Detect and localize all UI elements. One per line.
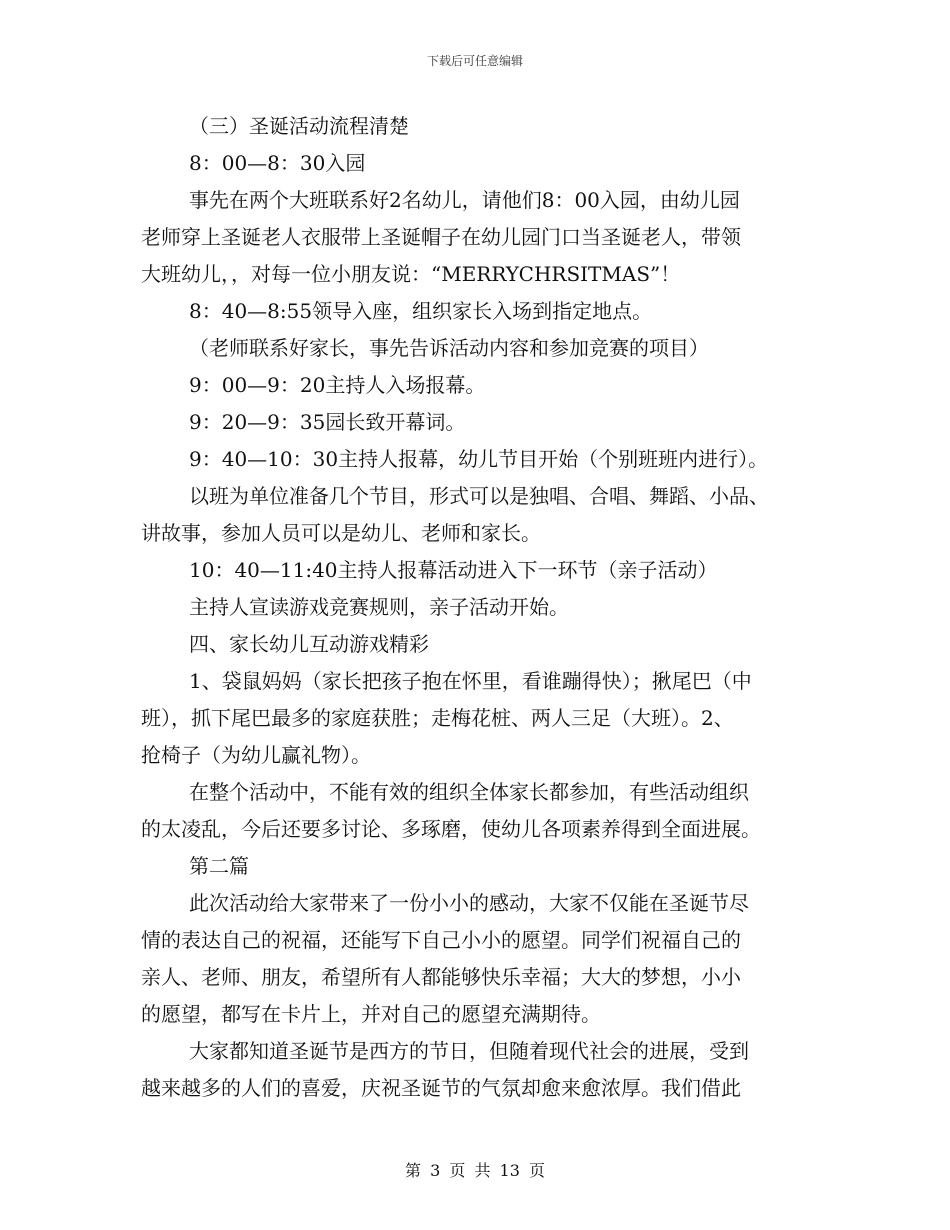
text-line: 在整个活动中，不能有效的组织全体家长都参加，有些活动组织 (189, 780, 749, 804)
text-line: 老师穿上圣诞老人衣服带上圣诞帽子在幼儿园门口当圣诞老人，带领 (141, 225, 741, 249)
header-note: 下载后可任意编辑 (426, 54, 523, 68)
text-line: 的愿望，都写在卡片上，并对自己的愿望充满期待。 (141, 1002, 601, 1026)
text-line: 情的表达自己的祝福，还能写下自己小小的愿望。同学们祝福自己的 (141, 928, 741, 952)
text-line: （老师联系好家长，事先告诉活动内容和参加竞赛的项目） (189, 336, 709, 360)
text-line: 8：00—8：30入园 (189, 151, 366, 175)
text-line: 以班为单位准备几个节目，形式可以是独唱、合唱、舞蹈、小品、 (189, 484, 769, 508)
text-line: 9：00—9：20主持人入场报幕。 (189, 373, 486, 397)
text-line: 8：40—8:55领导入座，组织家长入场到指定地点。 (189, 299, 653, 323)
text-line: 抢椅子（为幼儿赢礼物）。 (141, 743, 371, 767)
text-line: 大班幼儿，，对每一位小朋友说：“MERRYCHRSITMAS”！ (141, 262, 681, 286)
text-line: 主持人宣读游戏竞赛规则，亲子活动开始。 (189, 595, 569, 619)
text-line: 9：20—9：35园长致开幕词。 (189, 410, 466, 434)
text-line: 9：40—10：30主持人报幕，幼儿节目开始（个别班班内进行）。 (189, 447, 769, 471)
text-line: 第二篇 (189, 854, 249, 878)
text-line: 四、家长幼儿互动游戏精彩 (189, 632, 429, 656)
text-line: 事先在两个大班联系好2名幼儿，请他们8：00入园，由幼儿园 (189, 188, 740, 212)
text-line: 10：40—11:40主持人报幕活动进入下一环节（亲子活动） (189, 558, 718, 582)
text-line: 1、袋鼠妈妈（家长把孩子抱在怀里，看谁蹦得快）；揪尾巴（中 (189, 669, 752, 693)
text-line: 班），抓下尾巴最多的家庭获胜；走梅花桩、两人三足（大班）。2、 (141, 706, 734, 730)
text-line: 的太凌乱，今后还要多讨论、多琢磨，使幼儿各项素养得到全面进展。 (141, 817, 761, 841)
text-line: 亲人、老师、朋友，希望所有人都能够快乐幸福；大大的梦想，小小 (141, 965, 741, 989)
document-body (141, 108, 821, 1107)
text-line: 越来越多的人们的喜爱，庆祝圣诞节的气氛却愈来愈浓厚。我们借此 (141, 1076, 741, 1100)
text-line: 此次活动给大家带来了一份小小的感动，大家不仅能在圣诞节尽 (189, 891, 749, 915)
text-line: 讲故事，参加人员可以是幼儿、老师和家长。 (141, 521, 541, 545)
text-line: （三）圣诞活动流程清楚 (189, 114, 409, 138)
page-footer: 第 3 页 共 13 页 (405, 1161, 545, 1180)
text-line: 大家都知道圣诞节是西方的节日，但随着现代社会的进展，受到 (189, 1039, 749, 1063)
